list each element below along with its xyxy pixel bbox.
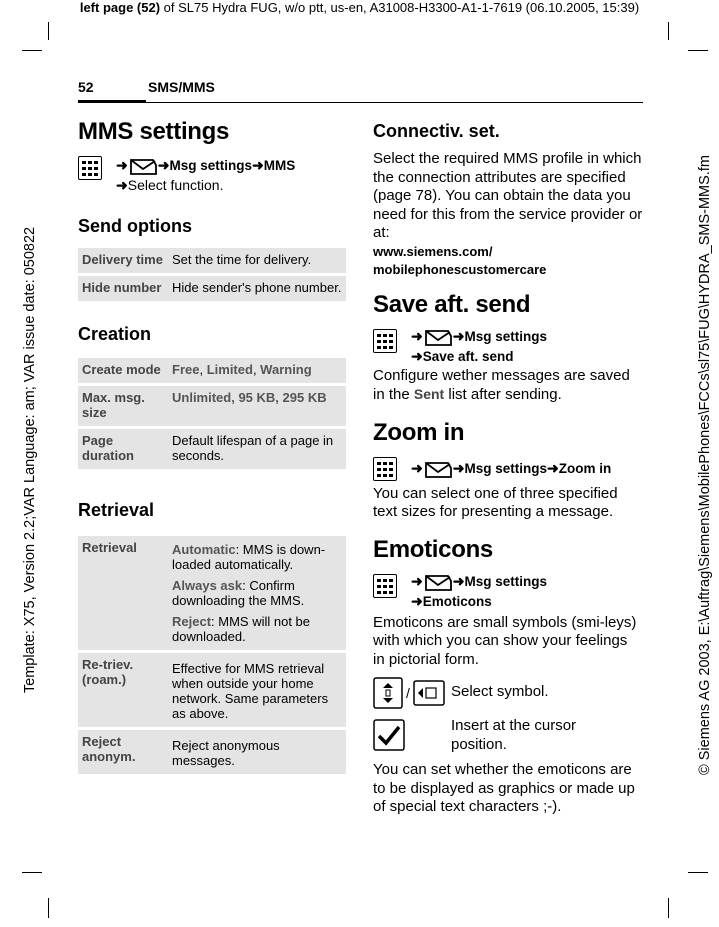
crop-mark xyxy=(22,50,42,51)
insert-text: Insert at the cursor position. xyxy=(451,717,577,753)
send-options-heading: Send options xyxy=(78,216,192,236)
option-value: Default lifespan of a page in seconds. xyxy=(168,429,346,469)
crop-mark xyxy=(668,898,669,918)
save-aft-send-title: Save aft. send xyxy=(373,290,531,318)
crop-mark xyxy=(48,898,49,918)
envelope-icon xyxy=(423,459,453,479)
select-symbol-text: Select symbol. xyxy=(451,683,549,700)
connectiv-heading: Connectiv. set. xyxy=(373,121,500,141)
option-value: Reject anonymous messages. xyxy=(168,730,346,774)
creation-table xyxy=(78,355,346,472)
zoom-body: You can select one of three specified text sizes for presenting a message. xyxy=(373,484,618,520)
save-path: ➜ ➜Msg settings ➜Save aft. send xyxy=(373,325,643,365)
menu-key-icon xyxy=(373,574,397,598)
option-key: Create mode xyxy=(78,358,168,383)
template-sidebar xyxy=(12,30,38,890)
path-mms: MMS xyxy=(263,158,296,173)
send-options-table xyxy=(78,245,346,304)
template-sidebar-text: Template: X75, Version 2.2;VAR Language: am; VAR issue date: 050822 xyxy=(22,226,38,694)
siemens-link[interactable] xyxy=(373,243,643,279)
option-key: Page duration xyxy=(78,429,168,469)
table-row xyxy=(78,386,346,426)
option-value: Automatic: MMS is down-loaded automatically. Always ask: Confirm downloading the MMS. Reject: MMS will not be downloaded. xyxy=(168,536,346,650)
emoticons-footer: You can set whether the emoticons are to be displayed as graphics or made up of special text characters ;-). xyxy=(373,761,635,815)
crop-mark xyxy=(688,50,708,51)
header-lead: left page (52) xyxy=(79,0,161,15)
header-rule-thick xyxy=(78,100,146,103)
emoticons-title: Emoticons xyxy=(373,535,493,563)
envelope-icon xyxy=(423,327,453,347)
table-row xyxy=(78,248,346,273)
option-value: Effective for MMS retrieval when outside your home network. Same parameters as above. xyxy=(168,653,346,727)
table-row xyxy=(78,730,346,774)
header-rest: of SL75 Hydra FUG, w/o ptt, us-en, A31008-H3300-A1-1-7619 (06.10.2005, 15:39) xyxy=(160,0,640,15)
mms-settings-path: ➜ ➜Msg settings➜MMS ➜Select function. xyxy=(78,154,350,194)
zoom-in-title: Zoom in xyxy=(373,418,465,446)
checkmark-key-icon xyxy=(373,719,405,751)
link-line-1: www.siemens.com/ xyxy=(373,243,493,259)
header-rule xyxy=(146,102,643,103)
crop-mark xyxy=(688,872,708,873)
option-key: Delivery time xyxy=(78,248,168,273)
creation-heading: Creation xyxy=(78,324,152,344)
option-key: Retrieval xyxy=(78,536,168,650)
emoticons-path: ➜ ➜Msg settings ➜Emoticons xyxy=(373,570,643,610)
nav-updown-icon xyxy=(373,677,403,709)
path-msg-settings: Msg settings xyxy=(169,158,252,173)
crop-mark xyxy=(668,22,669,40)
option-value: Unlimited, 95 KB, 295 KB xyxy=(168,386,346,426)
path-select-function: Select function. xyxy=(127,177,224,193)
option-value: Set the time for delivery. xyxy=(168,248,346,273)
table-row xyxy=(78,429,346,469)
option-key: Hide number xyxy=(78,276,168,301)
page-section: SMS/MMS xyxy=(148,79,215,95)
option-key: Reject anonym. xyxy=(78,730,168,774)
connectiv-body: Select the required MMS profile in which the connection attributes are specified (page 78). You can obtain the data you need for this from the service provider or at: xyxy=(373,150,643,241)
page-number: 52 xyxy=(78,79,94,95)
table-row xyxy=(78,536,346,650)
menu-key-icon xyxy=(78,156,102,180)
menu-key-icon xyxy=(373,457,397,481)
right-column xyxy=(373,121,643,817)
retrieval-table xyxy=(78,533,346,777)
crop-mark xyxy=(48,22,49,40)
retrieval-heading: Retrieval xyxy=(78,500,155,520)
option-key: Re-triev.(roam.) xyxy=(78,653,168,727)
print-header xyxy=(0,0,719,15)
table-row xyxy=(78,358,346,383)
copyright-sidebar-text: © Siemens AG 2003, E:\Auftrag\Siemens\MobilePhones\FCCs\sl75\FUG\HYDRA_SMS-MMS.fm xyxy=(697,155,713,775)
table-row xyxy=(78,653,346,727)
link-line-2: mobilephonescustomercare xyxy=(373,261,547,277)
option-key: Max. msg. size xyxy=(78,386,168,426)
emoticons-body: Emoticons are small symbols (smi-leys) with which you can show your feelings in pictorial form. xyxy=(373,613,637,668)
menu-key-icon xyxy=(373,329,397,353)
option-value: Free, Limited, Warning xyxy=(168,358,346,383)
envelope-icon xyxy=(128,156,158,176)
option-value: Hide sender's phone number. xyxy=(168,276,346,301)
left-column xyxy=(78,118,350,777)
insert-row xyxy=(373,717,643,759)
envelope-icon xyxy=(423,572,453,592)
copyright-sidebar xyxy=(680,30,713,900)
mms-settings-title: MMS settings xyxy=(78,118,230,145)
zoom-path: ➜ ➜Msg settings➜Zoom in xyxy=(373,455,643,485)
table-row xyxy=(78,276,346,301)
nav-leftright-icon xyxy=(413,680,445,706)
select-symbol-row: / Select symbol. xyxy=(373,677,643,713)
save-body: Configure wether messages are saved in the Sent list after sending. xyxy=(373,366,630,403)
crop-mark xyxy=(22,872,42,873)
